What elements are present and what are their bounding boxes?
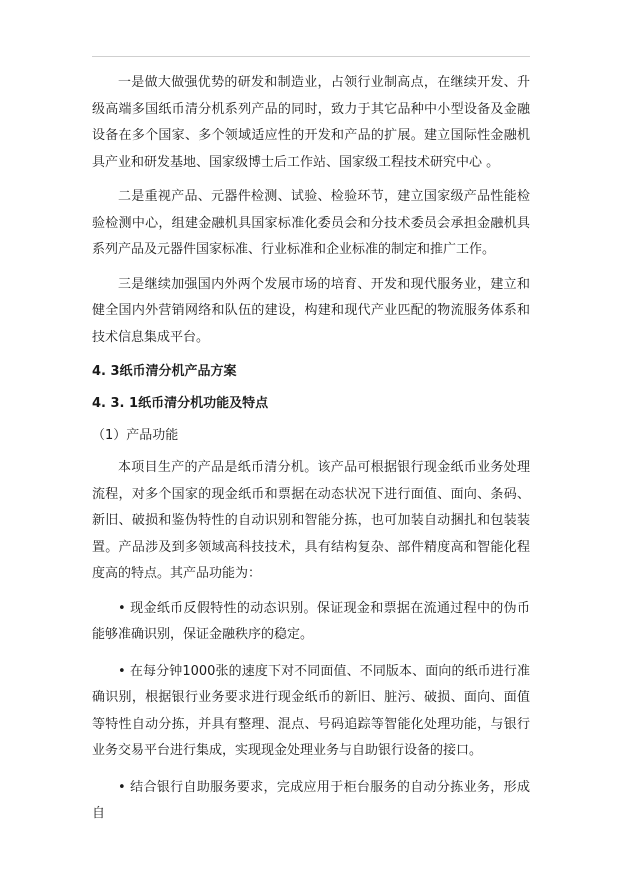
bullet-item-3: • 结合银行自助服务要求，完成应用于柜台服务的自动分拣业务，形成自 xyxy=(92,779,530,821)
header-rule xyxy=(92,56,530,57)
item-heading: （1）产品功能 xyxy=(92,428,179,443)
document-body xyxy=(92,70,530,838)
paragraph-2: 二是重视产品、元器件检测、试验、检验环节，建立国家级产品性能检验检测中心，组建金融机具国家标准化委员会和分技术委员会承担金融机具系列产品及元器件国家标准、行业标准和企业标准的制定和推广工作。 xyxy=(92,189,530,257)
intro-paragraph: 本项目生产的产品是纸币清分机。该产品可根据银行现金纸币业务处理流程，对多个国家的现金纸币和票据在动态状况下进行面值、面向、条码、新旧、破损和鉴伪特性的自动识别和智能分拣，也可加装自动捆扎和包装装置。产品涉及到多领域高科技技术，具有结构复杂、部件精度高和智能化程度高的特点。其产品功能为： xyxy=(92,460,530,581)
paragraph-3: 三是继续加强国内外两个发展市场的培育、开发和现代服务业，建立和健全国内外营销网络和队伍的建设，构建和现代产业匹配的物流服务体系和技术信息集成平台。 xyxy=(92,276,530,345)
subsection-heading: 4. 3. 1纸币清分机功能及特点 xyxy=(92,396,269,411)
bullet-item-1: • 现金纸币反假特性的动态识别。保证现金和票据在流通过程中的伪币能够准确识别，保证金融秩序的稳定。 xyxy=(92,600,530,642)
bullet-item-2: • 在每分钟1000张的速度下对不同面值、不同版本、面向的纸币进行准确识别，根据银行业务要求进行现金纸币的新旧、脏污、破损、面向、面值等特性自动分拣，并具有整理、混点、号码追踪等智能化处理功能，与银行业务交易平台进行集成，实现现金处理业务与自助银行设备的接口。 xyxy=(92,663,530,758)
paragraph-1: 一是做大做强优势的研发和制造业，占领行业制高点，在继续开发、升级高端多国纸币清分机系列产品的同时，致力于其它品种中小型设备及金融设备在多个国家、多个领域适应性的开发和产品的扩展。建立国际性金融机具产业和研发基地、国家级博士后工作站、国家级工程技术研究中心 。 xyxy=(92,75,530,170)
section-heading: 4. 3纸币清分机产品方案 xyxy=(92,364,237,379)
